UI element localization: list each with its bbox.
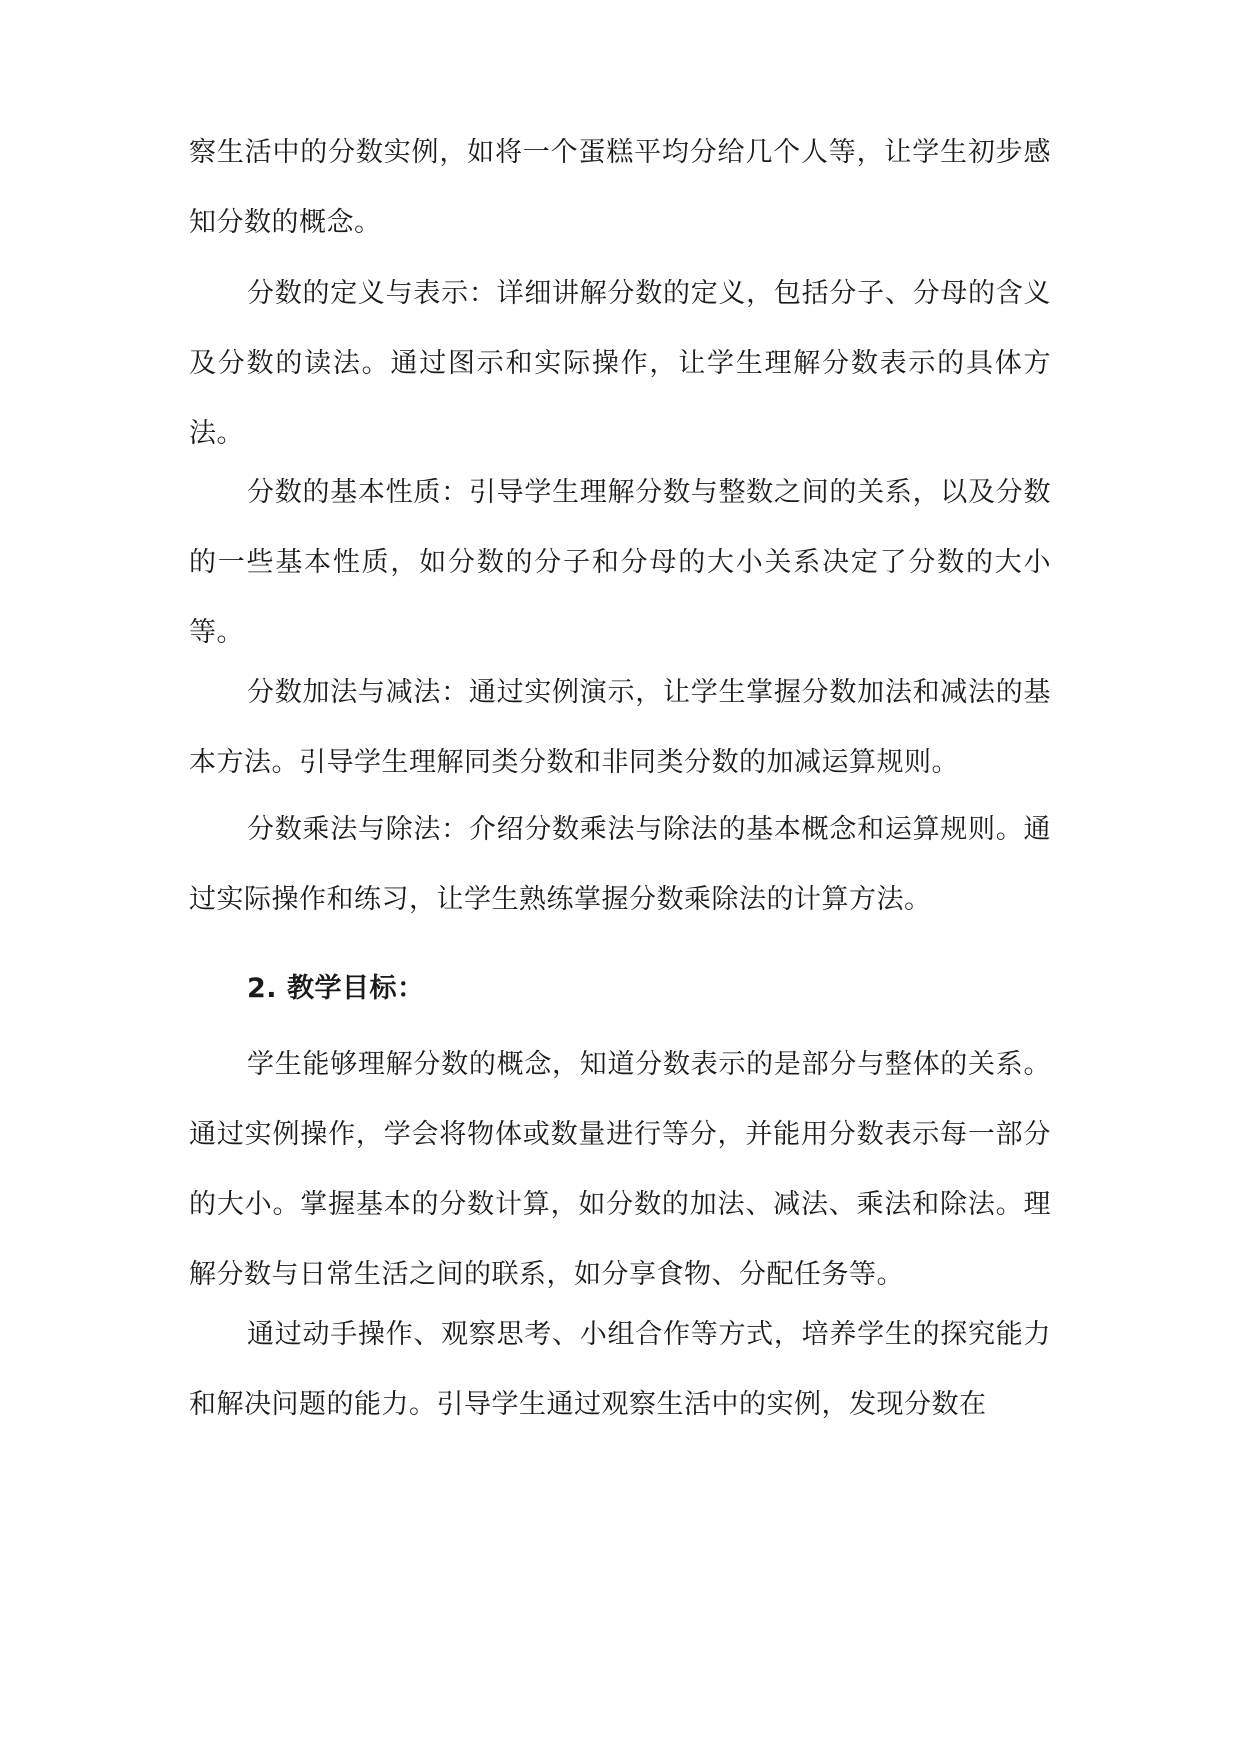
paragraph-fraction-definition: 分数的定义与表示：详细讲解分数的定义，包括分子、分母的含义及分数的读法。通过图示和实际操作，让学生理解分数表示的具体方法。	[189, 278, 1051, 449]
paragraph-fraction-multiplication-division: 分数乘法与除法：介绍分数乘法与除法的基本概念和运算规则。通过实际操作和练习，让学生熟练掌握分数乘除法的计算方法。	[189, 814, 1051, 915]
paragraph-goals-knowledge: 学生能够理解分数的概念，知道分数表示的是部分与整体的关系。通过实例操作，学会将物体或数量进行等分，并能用分数表示每一部分的大小。掌握基本的分数计算，如分数的加法、减法、乘法和除法。理解分数与日常生活之间的联系，如分享食物、分配任务等。	[189, 1049, 1051, 1290]
document-page	[189, 0, 1051, 1754]
paragraph-goals-ability: 通过动手操作、观察思考、小组合作等方式，培养学生的探究能力和解决问题的能力。引导学生通过观察生活中的实例，发现分数在	[189, 1319, 1051, 1420]
paragraph-fraction-properties: 分数的基本性质：引导学生理解分数与整数之间的关系，以及分数的一些基本性质，如分数的分子和分母的大小关系决定了分数的大小等。	[189, 477, 1051, 648]
paragraph-intro-continued: 察生活中的分数实例，如将一个蛋糕平均分给几个人等，让学生初步感知分数的概念。	[189, 137, 1051, 238]
section-heading-teaching-goals: 2. 教学目标：	[247, 973, 425, 1004]
paragraph-fraction-addition-subtraction: 分数加法与减法：通过实例演示，让学生掌握分数加法和减法的基本方法。引导学生理解同类分数和非同类分数的加减运算规则。	[189, 677, 1051, 778]
